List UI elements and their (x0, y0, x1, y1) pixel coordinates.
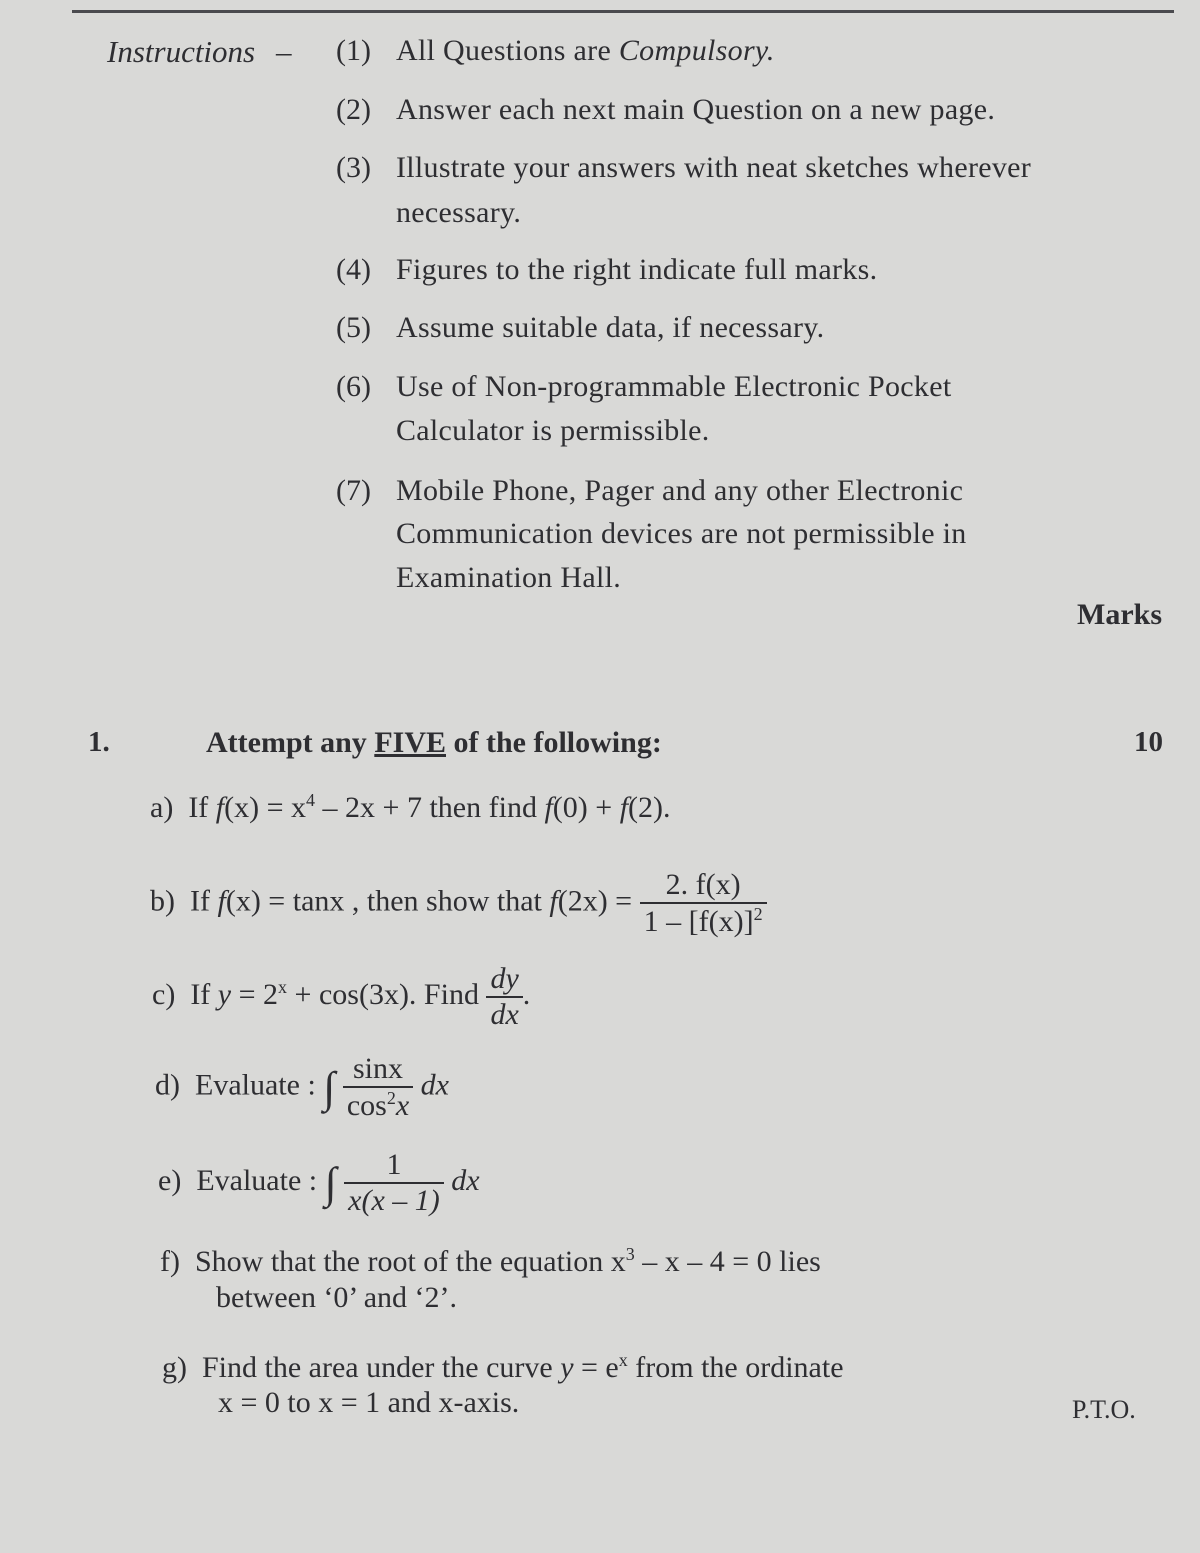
question-heading: Attempt any FIVE of the following: (206, 726, 662, 759)
instruction-7-line3: Examination Hall. (396, 561, 622, 594)
fraction: $\frac{\sin x}{\cos^2x}$ (343, 1052, 413, 1123)
instruction-3-line2: necessary. (396, 196, 522, 229)
instruction-number: (6) (336, 370, 371, 403)
instruction-3-line1: Illustrate your answers with neat sketches wherever (396, 151, 1032, 184)
instruction-6-line1: Use of Non-programmable Electronic Pocket (396, 370, 952, 403)
subquestion-a: a) If $f(x) = x^4 - 2x + 7$ then find f(0) + f(2). (150, 790, 671, 824)
integral-sign: ∫ (324, 1158, 337, 1208)
derivative-fraction: $\frac{dy}{dx}$ (486, 962, 522, 1032)
marks-header: Marks (1077, 598, 1162, 631)
subquestion-f-line2: between ‘0’ and ‘2’. (216, 1281, 457, 1314)
instruction-2: Answer each next main Question on a new page. (396, 93, 996, 126)
instruction-7-line2: Communication devices are not permissible in (396, 517, 967, 550)
fraction: $\frac{2. f(x)}{1 - [f(x)]^2}$ (640, 868, 767, 939)
subquestion-g-line2: x = 0 to x = 1 and x-axis. (218, 1386, 520, 1419)
fraction: $\frac{1}{x(x - 1)}$ (344, 1148, 444, 1218)
integral-sign: ∫ (323, 1063, 336, 1112)
subquestion-c: c) If $y = 2^x + \cos(3x)$. Find $\frac{dy}{dx}$ . (152, 962, 531, 1031)
instruction-7-line1: Mobile Phone, Pager and any other Electronic (396, 474, 964, 507)
instructions-label: Instructions (107, 34, 256, 69)
subquestion-g: g) Find the area under the curve $y = e^x$ from the ordinate (162, 1350, 844, 1384)
subquestion-d: d) Evaluate : ∫ $\frac{\sin x}{\cos^2x}$ dx (155, 1052, 449, 1122)
subquestion-b: b) If f(x) = tanx , then show that f(2x) = $\frac{2. f(x)}{1 - [f(x)]^2}$ (150, 868, 767, 939)
instruction-number: (5) (336, 311, 371, 344)
subquestion-f: f) Show that the root of the equation $x^3 - x - 4 = 0$ lies (160, 1244, 821, 1278)
question-number: 1. (88, 726, 110, 758)
instruction-4: Figures to the right indicate full marks. (396, 253, 878, 286)
pto-label: P.T.O. (1072, 1395, 1136, 1424)
instruction-1: All Questions are Compulsory. (396, 34, 775, 67)
instruction-number: (1) (336, 34, 371, 67)
top-rule (72, 10, 1174, 13)
instructions-dash: – (276, 34, 292, 69)
question-marks: 10 (1134, 726, 1163, 758)
instruction-number: (7) (336, 474, 371, 507)
subquestion-e: e) Evaluate : ∫ $\frac{1}{x(x - 1)}$ dx (158, 1148, 480, 1217)
instruction-number: (2) (336, 93, 371, 126)
instruction-number: (4) (336, 253, 371, 286)
instruction-5: Assume suitable data, if necessary. (396, 311, 825, 344)
instruction-number: (3) (336, 151, 371, 184)
instruction-6-line2: Calculator is permissible. (396, 414, 710, 447)
